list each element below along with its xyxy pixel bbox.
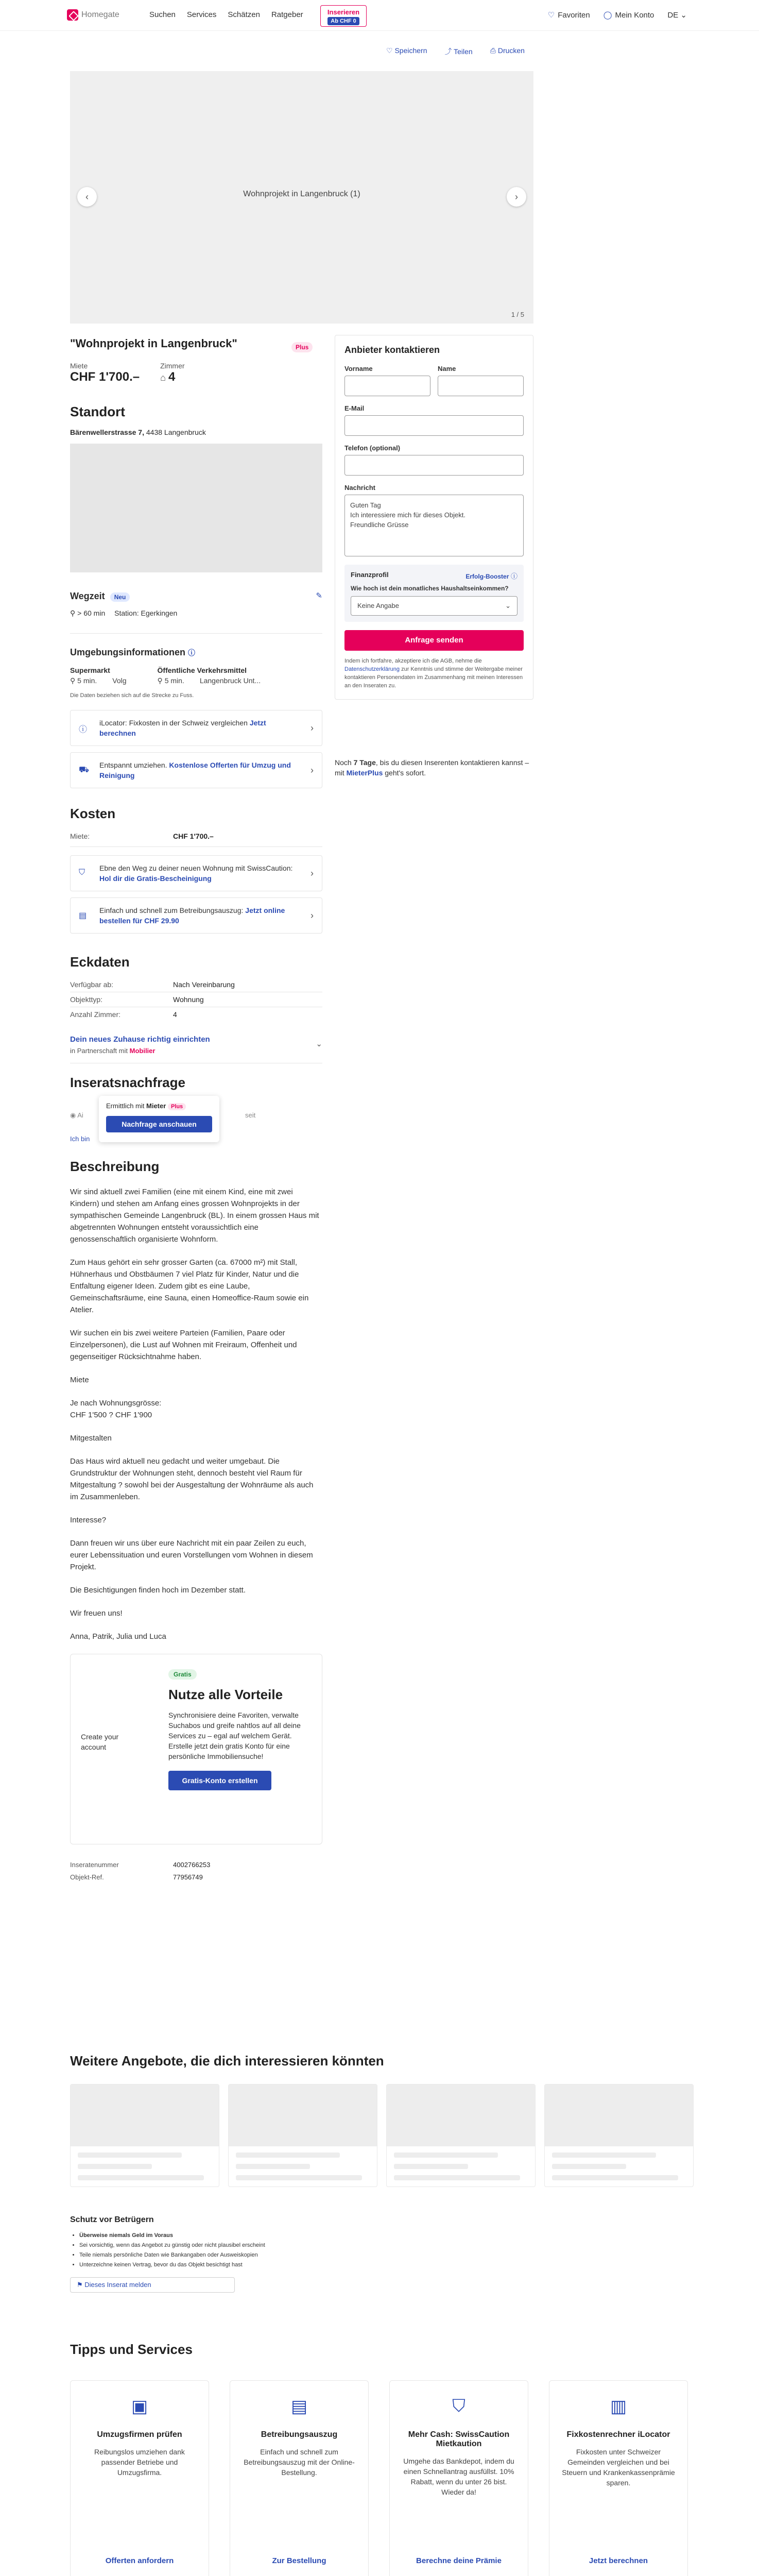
chevron-left-icon: ‹ xyxy=(85,192,89,202)
email-label: E-Mail xyxy=(344,404,365,412)
description-paragraph: Dann freuen wir uns über eure Nachricht mit ein paar Zeilen zu euch, eurer Lebenssituation und euren Vorstellungen vom Wohnen in diesem Projekt. xyxy=(70,1539,313,1571)
income-select[interactable] xyxy=(351,596,518,616)
gallery-next-button[interactable] xyxy=(507,187,526,207)
supermarket-name: Volg xyxy=(112,676,127,685)
eye-icon: ◉ xyxy=(70,1111,78,1119)
keydata-row xyxy=(70,977,322,992)
demand-popup-text: Ermittlich mit xyxy=(106,1102,145,1110)
keydata-value: 4 xyxy=(173,1010,177,1019)
description-paragraph: Zum Haus gehört ein sehr grosser Garten (ca. 67000 m²) mit Stall, Hühnerhaus und Obstbäumen 7 viel Platz für Kinder, Natur und die Entfaltung eigener Ideen. Zudem gibt es eine Laube, Gemeinschaftsräume, eine Sauna, einen Homeoffice-Raum sowie ein Atelier. xyxy=(70,1258,309,1314)
info-icon[interactable]: ⓘ xyxy=(510,572,518,580)
demand-blurred-text: Ai xyxy=(77,1111,83,1119)
description-paragraph: Je nach Wohnungsgrösse: CHF 1'500 ? CHF 1'900 xyxy=(70,1399,162,1419)
walk-icon: ⚲ xyxy=(157,676,165,685)
user-icon: ◯ xyxy=(603,11,612,20)
listing-number-value: 4002766253 xyxy=(173,1861,211,1869)
walk-icon: ⚲ xyxy=(70,609,76,617)
insert-price-badge: Ab CHF 0 xyxy=(327,17,359,25)
service-link[interactable]: Berechne deine Prämie xyxy=(416,2556,502,2565)
contact-form xyxy=(335,335,533,700)
description-paragraph: Wir freuen uns! xyxy=(70,1609,123,1618)
offer-card-placeholder[interactable] xyxy=(544,2084,694,2187)
report-listing-label: Dieses Inserat melden xyxy=(84,2281,151,2289)
service-card-ilocator[interactable] xyxy=(549,2380,688,2576)
offer-card-placeholder[interactable] xyxy=(70,2084,219,2187)
legal-text: Indem ich fortfahre, akzeptiere ich die AGB, nehme die xyxy=(344,658,482,664)
save-label: Speichern xyxy=(394,46,427,55)
more-offers-title: Weitere Angebote, die dich interessieren könnten xyxy=(70,2053,384,2069)
legal-text-2: zur Kenntnis und stimme der Weitergabe meiner kontaktieren Personendaten im Zusammenhang mit meinen Interessen an den Inseraten zu. xyxy=(344,666,523,689)
account-promo-card xyxy=(70,1654,322,1844)
service-title: Betreibungsauszug xyxy=(261,2430,338,2439)
description-paragraph: Wir suchen ein bis zwei weitere Parteien (Familien, Paare oder Einzelpersonen), die Lust auf Wohnen mit Freiraum, Offenheit und gegenseitiger Rücksichtnahme haben. xyxy=(70,1329,297,1361)
fraud-tip: • Überweise niemals Geld im Voraus xyxy=(79,2231,297,2241)
moving-link[interactable]: Kostenlose Offerten für Umzug und Reinigung xyxy=(99,761,291,779)
share-action[interactable] xyxy=(445,46,473,57)
chevron-down-icon: ⌄ xyxy=(316,1040,322,1048)
main-nav xyxy=(149,10,303,19)
print-action[interactable] xyxy=(490,46,525,57)
ilocator-card[interactable] xyxy=(70,710,322,746)
location-map[interactable] xyxy=(70,444,322,572)
rooms-icon: ⌂ xyxy=(160,372,168,383)
share-icon: ⤴ xyxy=(444,47,454,56)
description-paragraph: Die Besichtigungen finden hoch im Dezember statt. xyxy=(70,1586,246,1595)
supermarket-label: Supermarkt xyxy=(70,666,110,674)
finance-title: Finanzprofil xyxy=(351,571,389,579)
partner-text: in Partnerschaft mit xyxy=(70,1047,128,1055)
header-right xyxy=(548,10,687,20)
service-card-debt-extract[interactable] xyxy=(230,2380,369,2576)
rooms-value: 4 xyxy=(168,370,176,384)
moving-text: Entspannt umziehen. xyxy=(99,761,167,769)
chevron-down-icon: ⌄ xyxy=(680,11,687,20)
email-field[interactable] xyxy=(344,415,524,436)
footnote-text-2: , bis du diesen Inserenten kontaktieren kannst – mit xyxy=(335,758,529,777)
insert-button[interactable] xyxy=(320,5,367,27)
costs-rent-value: CHF 1'700.– xyxy=(173,832,214,840)
first-name-label: Vorname xyxy=(344,365,373,372)
offer-card-placeholder[interactable] xyxy=(386,2084,536,2187)
service-text: Fixkosten unter Schweizer Gemeinden vergleichen und bei Steuern und Krankenkassenprämie sparen. xyxy=(562,2448,675,2487)
view-demand-button[interactable]: Nachfrage anschauen xyxy=(106,1116,212,1132)
keydata-value: Nach Vereinbarung xyxy=(173,980,235,989)
swisscaution-card[interactable] xyxy=(70,855,322,891)
create-account-button[interactable]: Gratis-Konto erstellen xyxy=(168,1771,271,1790)
commute-station: Station: Egerkingen xyxy=(114,609,178,617)
account-link[interactable] xyxy=(603,10,654,20)
listing-actions xyxy=(386,46,525,57)
gallery-caption: Wohnprojekt in Langenbruck (1) xyxy=(243,190,360,198)
service-link[interactable]: Zur Bestellung xyxy=(272,2556,326,2565)
transport-label: Öffentliche Verkehrsmittel xyxy=(157,666,247,674)
shield-icon: ⛉ xyxy=(452,2396,465,2416)
shield-icon: ⛉ xyxy=(79,868,85,877)
offer-card-placeholder[interactable] xyxy=(228,2084,377,2187)
heart-icon: ♡ xyxy=(547,11,555,20)
address-city: 4438 Langenbruck xyxy=(144,428,206,436)
demand-popup xyxy=(99,1096,219,1142)
service-card-swisscaution[interactable] xyxy=(389,2380,528,2576)
print-label: Drucken xyxy=(497,46,525,55)
fraud-title: Schutz vor Betrügern xyxy=(70,2215,154,2224)
info-icon[interactable]: ⓘ xyxy=(188,649,196,657)
swisscaution-link[interactable]: Hol dir die Gratis-Bescheinigung xyxy=(99,874,212,883)
chevron-right-icon: › xyxy=(310,765,314,775)
object-ref-value: 77956749 xyxy=(173,1873,203,1881)
keydata-label: Objekttyp: xyxy=(70,995,103,1004)
finance-link[interactable]: Erfolg-Booster xyxy=(465,573,509,580)
footnote-days: 7 Tage xyxy=(353,758,376,767)
top-header xyxy=(0,0,759,31)
privacy-link[interactable]: Datenschutzerklärung xyxy=(344,666,400,672)
keydata-label: Verfügbar ab: xyxy=(70,980,114,989)
address-street: Bärenwellerstrasse 7, xyxy=(70,428,144,436)
heart-icon: ♡ xyxy=(386,46,395,55)
description-paragraph: Wir sind aktuell zwei Familien (eine mit einem Kind, eine mit zwei Kindern) und stehen am Anfang eines grossen Wohnprojekts in der sympathischen Gemeinde Langenbruck (BL). In einem grossen Haus mit abgetrennten Wohnungen entsteht voraussichtlich eine genossenschaftlich organisierte Wohnform. xyxy=(70,1188,319,1244)
fraud-protection xyxy=(70,2215,297,2293)
logo-text: Homegate xyxy=(81,10,119,19)
favorites-link[interactable] xyxy=(548,10,590,20)
gallery-prev-button[interactable] xyxy=(77,187,97,207)
ilocator-link[interactable]: Jetzt berechnen xyxy=(99,719,266,737)
nav-search[interactable]: Suchen xyxy=(149,10,176,19)
location-title: Standort xyxy=(70,404,125,419)
object-ref-label: Objekt-Ref. xyxy=(70,1873,104,1881)
walk-icon: ⚲ xyxy=(70,676,78,685)
account-promo-title: Nutze alle Vorteile xyxy=(168,1687,283,1702)
phone-field[interactable] xyxy=(344,455,524,476)
partner-logo: Mobilier xyxy=(129,1047,156,1055)
mieterplus-link[interactable]: MieterPlus xyxy=(346,769,383,777)
debt-extract-text: Einfach und schnell zum Betreibungsauszug: xyxy=(99,906,244,914)
gallery-counter: 1 / 5 xyxy=(511,311,524,318)
save-action[interactable] xyxy=(386,46,427,57)
keydata-title: Eckdaten xyxy=(70,954,130,970)
message-field[interactable]: Guten Tag Ich interessiere mich für dieses Objekt. Freundliche Grüsse xyxy=(344,495,524,556)
debt-extract-card[interactable] xyxy=(70,897,322,934)
fraud-tip: • Unterzeichne keinen Vertrag, bevor du das Objekt besichtigt hast xyxy=(79,2260,297,2270)
account-promo-text: Synchronisiere deine Favoriten, verwalte Suchabos und greife nahtlos auf all deine Services zu – egal auf welchem Gerät. Erstelle jetzt dein gratis Konto für eine persönliche Immobiliensuche! xyxy=(168,1711,301,1760)
plus-badge: Plus xyxy=(168,1103,186,1110)
chevron-right-icon: › xyxy=(310,723,314,733)
keydata-label: Anzahl Zimmer: xyxy=(70,1010,121,1019)
language-label: DE xyxy=(667,11,679,20)
service-link[interactable]: Jetzt berechnen xyxy=(589,2556,648,2565)
service-text: Einfach und schnell zum Betreibungsauszug mit der Online-Bestellung. xyxy=(244,2448,355,2477)
description-paragraph: Mitgestalten xyxy=(70,1434,112,1443)
swisscaution-text: Ebne den Weg zu deiner neuen Wohnung mit SwissCaution: xyxy=(99,864,293,872)
last-name-field[interactable] xyxy=(438,376,524,396)
chevron-right-icon: › xyxy=(515,192,518,202)
nav-guide[interactable]: Ratgeber xyxy=(271,10,303,19)
contact-footnote xyxy=(335,757,533,778)
income-select-value: Keine Angabe xyxy=(357,602,399,609)
box-icon: ▣ xyxy=(131,2397,148,2416)
supermarket-time: 5 min. xyxy=(77,676,97,685)
free-badge: Gratis xyxy=(168,1669,197,1680)
rooms-label: Zimmer xyxy=(160,362,185,370)
report-listing-button[interactable] xyxy=(70,2277,235,2293)
commute-title: Wegzeit xyxy=(70,591,105,601)
service-title: Fixkostenrechner iLocator xyxy=(566,2430,670,2439)
description-paragraph: Anna, Patrik, Julia und Luca xyxy=(70,1632,166,1641)
listing-number-label: Inseratenummer xyxy=(70,1861,119,1869)
new-badge: Neu xyxy=(110,592,130,602)
costs-title: Kosten xyxy=(70,806,116,821)
plus-badge: Plus xyxy=(291,342,313,352)
description-paragraph: Das Haus wird aktuell neu gedacht und weiter umgebaut. Die Grundstruktur der Wohnungen steht, dennoch besteht viel Raum für Mitgestaltung ? sowohl bei der Ausgestaltung der Wohnräume als auch im Zusammenleben. xyxy=(70,1457,314,1501)
demand-popup-brand: Mieter xyxy=(146,1102,166,1110)
listing-title: "Wohnprojekt in Langenbruck" xyxy=(70,337,237,350)
share-label: Teilen xyxy=(454,47,473,56)
debt-extract-link[interactable]: Jetzt online bestellen für CHF 29.90 xyxy=(99,906,285,925)
document-icon: ▤ xyxy=(79,911,87,920)
send-request-button[interactable]: Anfrage senden xyxy=(344,630,524,651)
tips-title: Tipps und Services xyxy=(70,2342,193,2357)
edit-icon[interactable]: ✎ xyxy=(316,591,322,600)
rent-label: Miete xyxy=(70,362,88,370)
service-title: Mehr Cash: SwissCaution Mietkaution xyxy=(408,2430,510,2448)
rent-value: CHF 1'700.– xyxy=(70,370,140,384)
footnote-text: Noch xyxy=(335,758,352,767)
demand-blurred-right: seit xyxy=(245,1111,256,1119)
commute-duration: > 60 min xyxy=(77,609,106,617)
chevron-right-icon: › xyxy=(310,868,314,878)
furnishing-link-block[interactable] xyxy=(70,1035,322,1055)
keydata-row xyxy=(70,1007,322,1022)
transport-name: Langenbruck Unt... xyxy=(199,676,261,685)
nav-services[interactable]: Services xyxy=(186,10,217,19)
chevron-right-icon: › xyxy=(310,910,314,921)
description-paragraph: Interesse? xyxy=(70,1516,107,1524)
demand-section xyxy=(70,1096,322,1147)
print-icon: ⎙ xyxy=(490,46,498,55)
service-title: Umzugsfirmen prüfen xyxy=(97,2430,182,2439)
ilocator-text: iLocator: Fixkosten in der Schweiz vergleichen xyxy=(99,719,248,727)
fraud-tip: • Sei vorsichtig, wenn das Angebot zu günstig oder nicht plausibel erscheint xyxy=(79,2241,297,2250)
service-text: Umgehe das Bankdepot, indem du einen Schnellantrag ausfüllst. 10% Rabatt, wenn du unter 26 bist. Wieder da! xyxy=(403,2457,514,2496)
description-paragraph: Miete xyxy=(70,1376,89,1384)
flag-icon: ⚑ xyxy=(77,2281,85,2289)
phone-label: Telefon (optional) xyxy=(344,444,401,452)
book-icon: ▥ xyxy=(610,2397,627,2416)
truck-icon: ⛟ xyxy=(79,766,90,774)
message-label: Nachricht xyxy=(344,484,375,492)
language-select[interactable] xyxy=(667,10,687,20)
demand-title: Inseratsnachfrage xyxy=(70,1075,185,1090)
service-card-moving[interactable] xyxy=(70,2380,209,2576)
favorites-label: Favoriten xyxy=(558,11,590,20)
homegate-logo[interactable] xyxy=(67,9,119,21)
finance-question: Wie hoch ist dein monatliches Haushaltseinkommen? xyxy=(351,585,509,592)
chevron-down-icon: ⌄ xyxy=(505,602,511,609)
account-label: Mein Konto xyxy=(615,11,654,20)
account-promo-label: Create your account xyxy=(81,1733,119,1751)
contact-title: Anbieter kontaktieren xyxy=(344,345,440,355)
keydata-row xyxy=(70,992,322,1007)
logo-icon xyxy=(67,9,78,21)
fraud-tip: • Teile niemals persönliche Daten wie Bankangaben oder Ausweiskopien xyxy=(79,2250,297,2260)
nav-estimate[interactable]: Schätzen xyxy=(228,10,260,19)
footnote-text-3: geht's sofort. xyxy=(385,769,426,777)
first-name-field[interactable] xyxy=(344,376,430,396)
surroundings-title: Umgebungsinformationen xyxy=(70,647,185,657)
last-name-label: Name xyxy=(438,365,456,372)
furnishing-link[interactable]: Dein neues Zuhause richtig einrichten xyxy=(70,1035,210,1044)
service-text: Reibungslos umziehen dank passender Betriebe und Umzugsfirma. xyxy=(94,2448,185,2477)
main-column xyxy=(70,335,322,1884)
insert-label: Inserieren xyxy=(327,8,360,16)
demand-blurred-link: Ich bin xyxy=(70,1135,90,1143)
costs-rent-label: Miete: xyxy=(70,832,90,840)
keydata-value: Wohnung xyxy=(173,995,204,1004)
moving-card[interactable] xyxy=(70,752,322,788)
service-link[interactable]: Offerten anfordern xyxy=(105,2556,174,2565)
finance-profile xyxy=(344,565,524,622)
surroundings-note: Die Daten beziehen sich auf die Strecke zu Fuss. xyxy=(70,692,194,699)
image-gallery[interactable] xyxy=(70,71,533,324)
transport-time: 5 min. xyxy=(164,676,184,685)
document-icon: ▤ xyxy=(290,2397,308,2416)
description-text xyxy=(70,1186,322,1642)
info-icon: ⓘ xyxy=(79,725,88,734)
description-title: Beschreibung xyxy=(70,1159,160,1174)
